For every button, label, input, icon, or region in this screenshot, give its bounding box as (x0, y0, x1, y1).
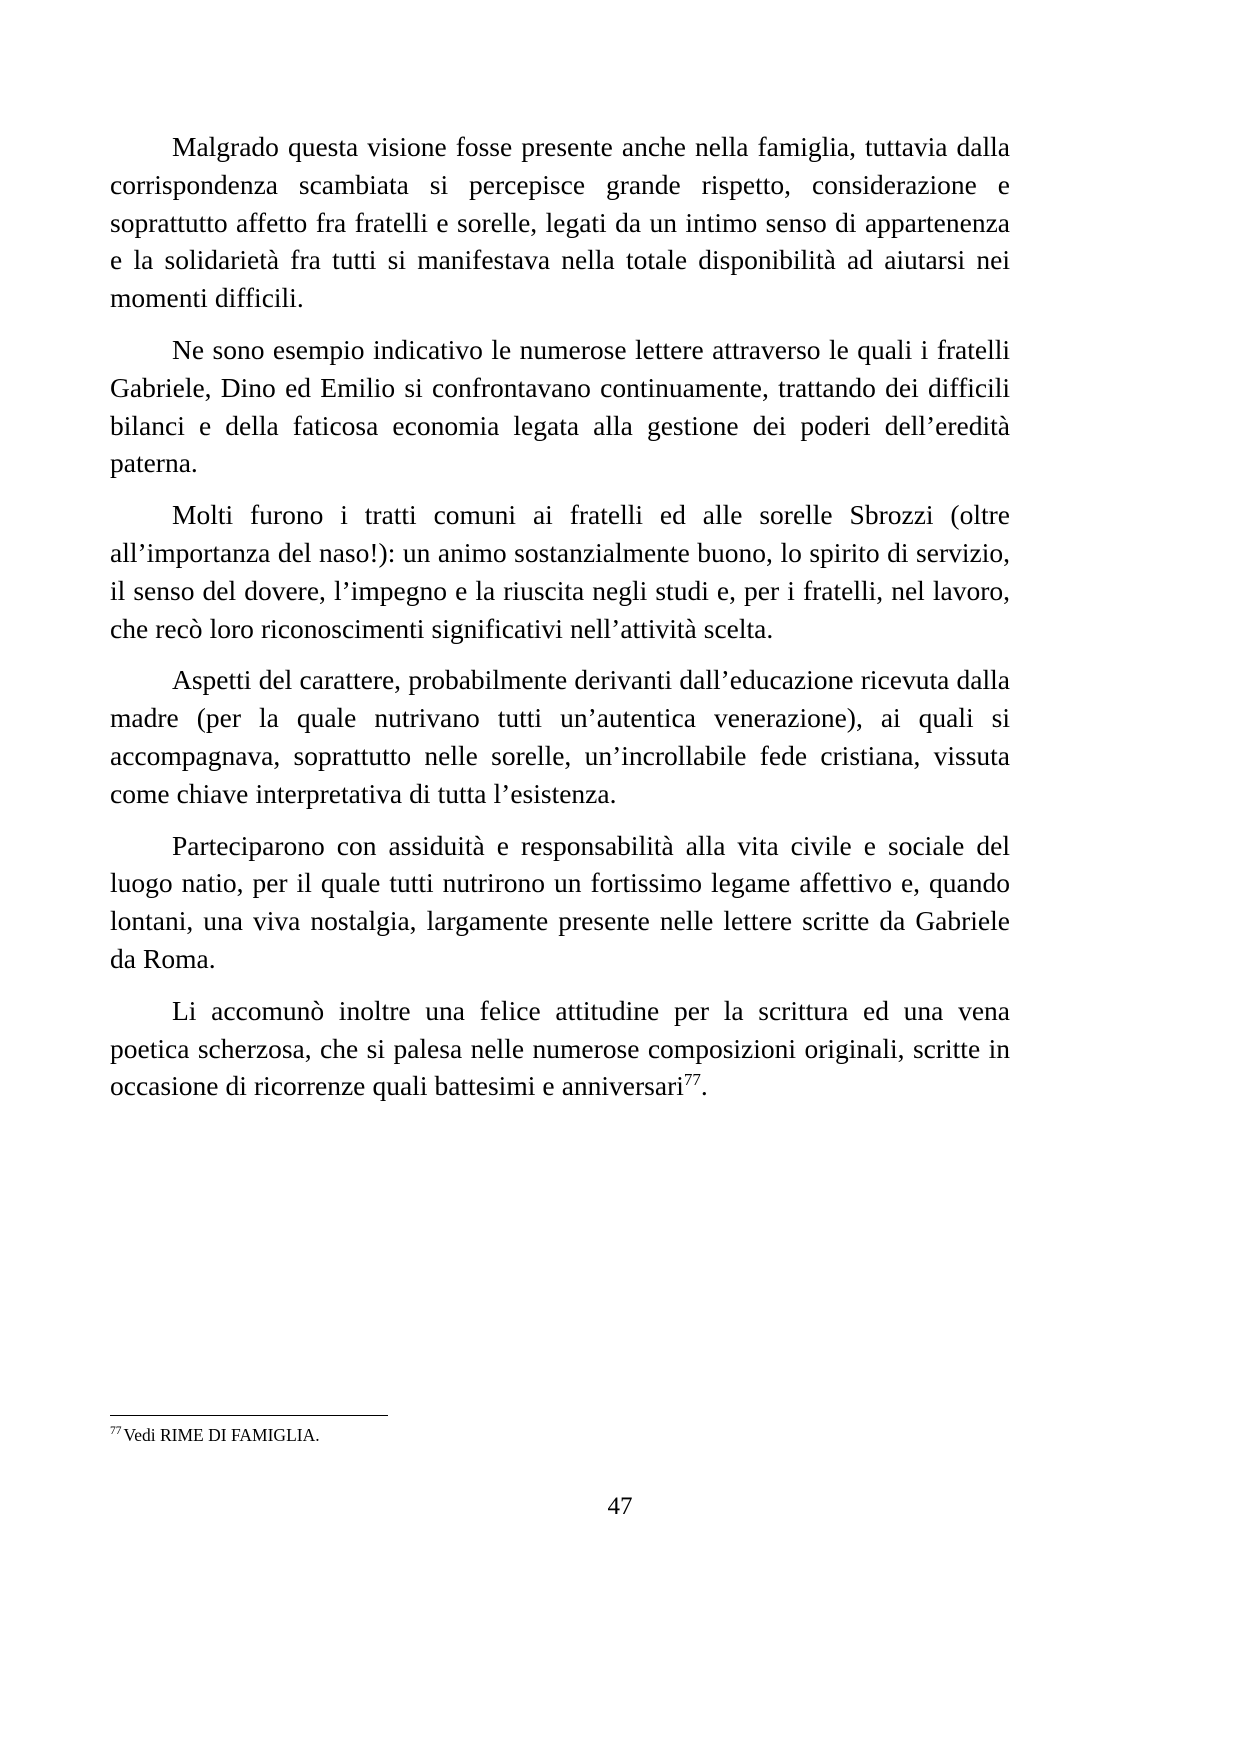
footnote-reference-77[interactable]: 77 (683, 1070, 701, 1090)
footnote-area (110, 1415, 1010, 1446)
paragraph-1: Malgrado questa visione fosse presente anche nella famiglia, tuttavia dalla corrispondenza scambiata si percepisce grande rispetto, considerazione e soprattutto affetto fra fratelli e sorelle, legati da un intimo senso di appartenenza e la solidarietà fra tutti si manifestava nella totale disponibilità ad aiutarsi nei momenti difficili. (110, 131, 1010, 314)
footnote-separator-rule (110, 1415, 388, 1416)
footnote-number: 77 (110, 1425, 122, 1438)
paragraph-4: Aspetti del carattere, probabilmente derivanti dall’educazione ricevuta dalla madre (per la quale nutrivano tutti un’autentica venerazione), ai quali si accompagnava, soprattutto nelle sorelle, un’incrollabile fede cristiana, vissuta come chiave interpretativa di tutta l’esistenza. (110, 664, 1010, 809)
page-body (110, 128, 1010, 1105)
footnote-entry-77 (110, 1424, 1010, 1446)
paragraph-5: Parteciparono con assiduità e responsabilità alla vita civile e sociale del luogo natio, per il quale tutti nutrirono un fortissimo legame affettivo e, quando lontani, una viva nostalgia, largamente presente nelle lettere scritte da Gabriele da Roma. (110, 829, 1010, 974)
paragraph-6-text: Li accomunò inoltre una felice attitudine per la scrittura ed una vena poetica scherzosa, che si palesa nelle numerose composizioni originali, scritte in occasione di ricorrenze quali battesimi e anniversari (110, 994, 1010, 1102)
footnote-text: Vedi RIME DI FAMIGLIA. (123, 1425, 320, 1445)
page-number: 47 (607, 1493, 633, 1520)
paragraph-6 (110, 992, 1010, 1105)
paragraph-3: Molti furono i tratti comuni ai fratelli ed alle sorelle Sbrozzi (oltre all’importanza del naso!): un animo sostanzialmente buono, lo spirito di servizio, il senso del dovere, l’impegno e la riuscita negli studi e, per i fratelli, nel lavoro, che recò loro riconoscimenti significativi nell’attività scelta. (110, 499, 1010, 644)
paragraph-6-tail: . (700, 1070, 708, 1102)
paragraph-2: Ne sono esempio indicativo le numerose lettere attraverso le quali i fratelli Gabriele, Dino ed Emilio si confrontavano continuamente, trattando dei difficili bilanci e della faticosa economia legata alla gestione dei poderi dell’eredità paterna. (110, 333, 1010, 479)
